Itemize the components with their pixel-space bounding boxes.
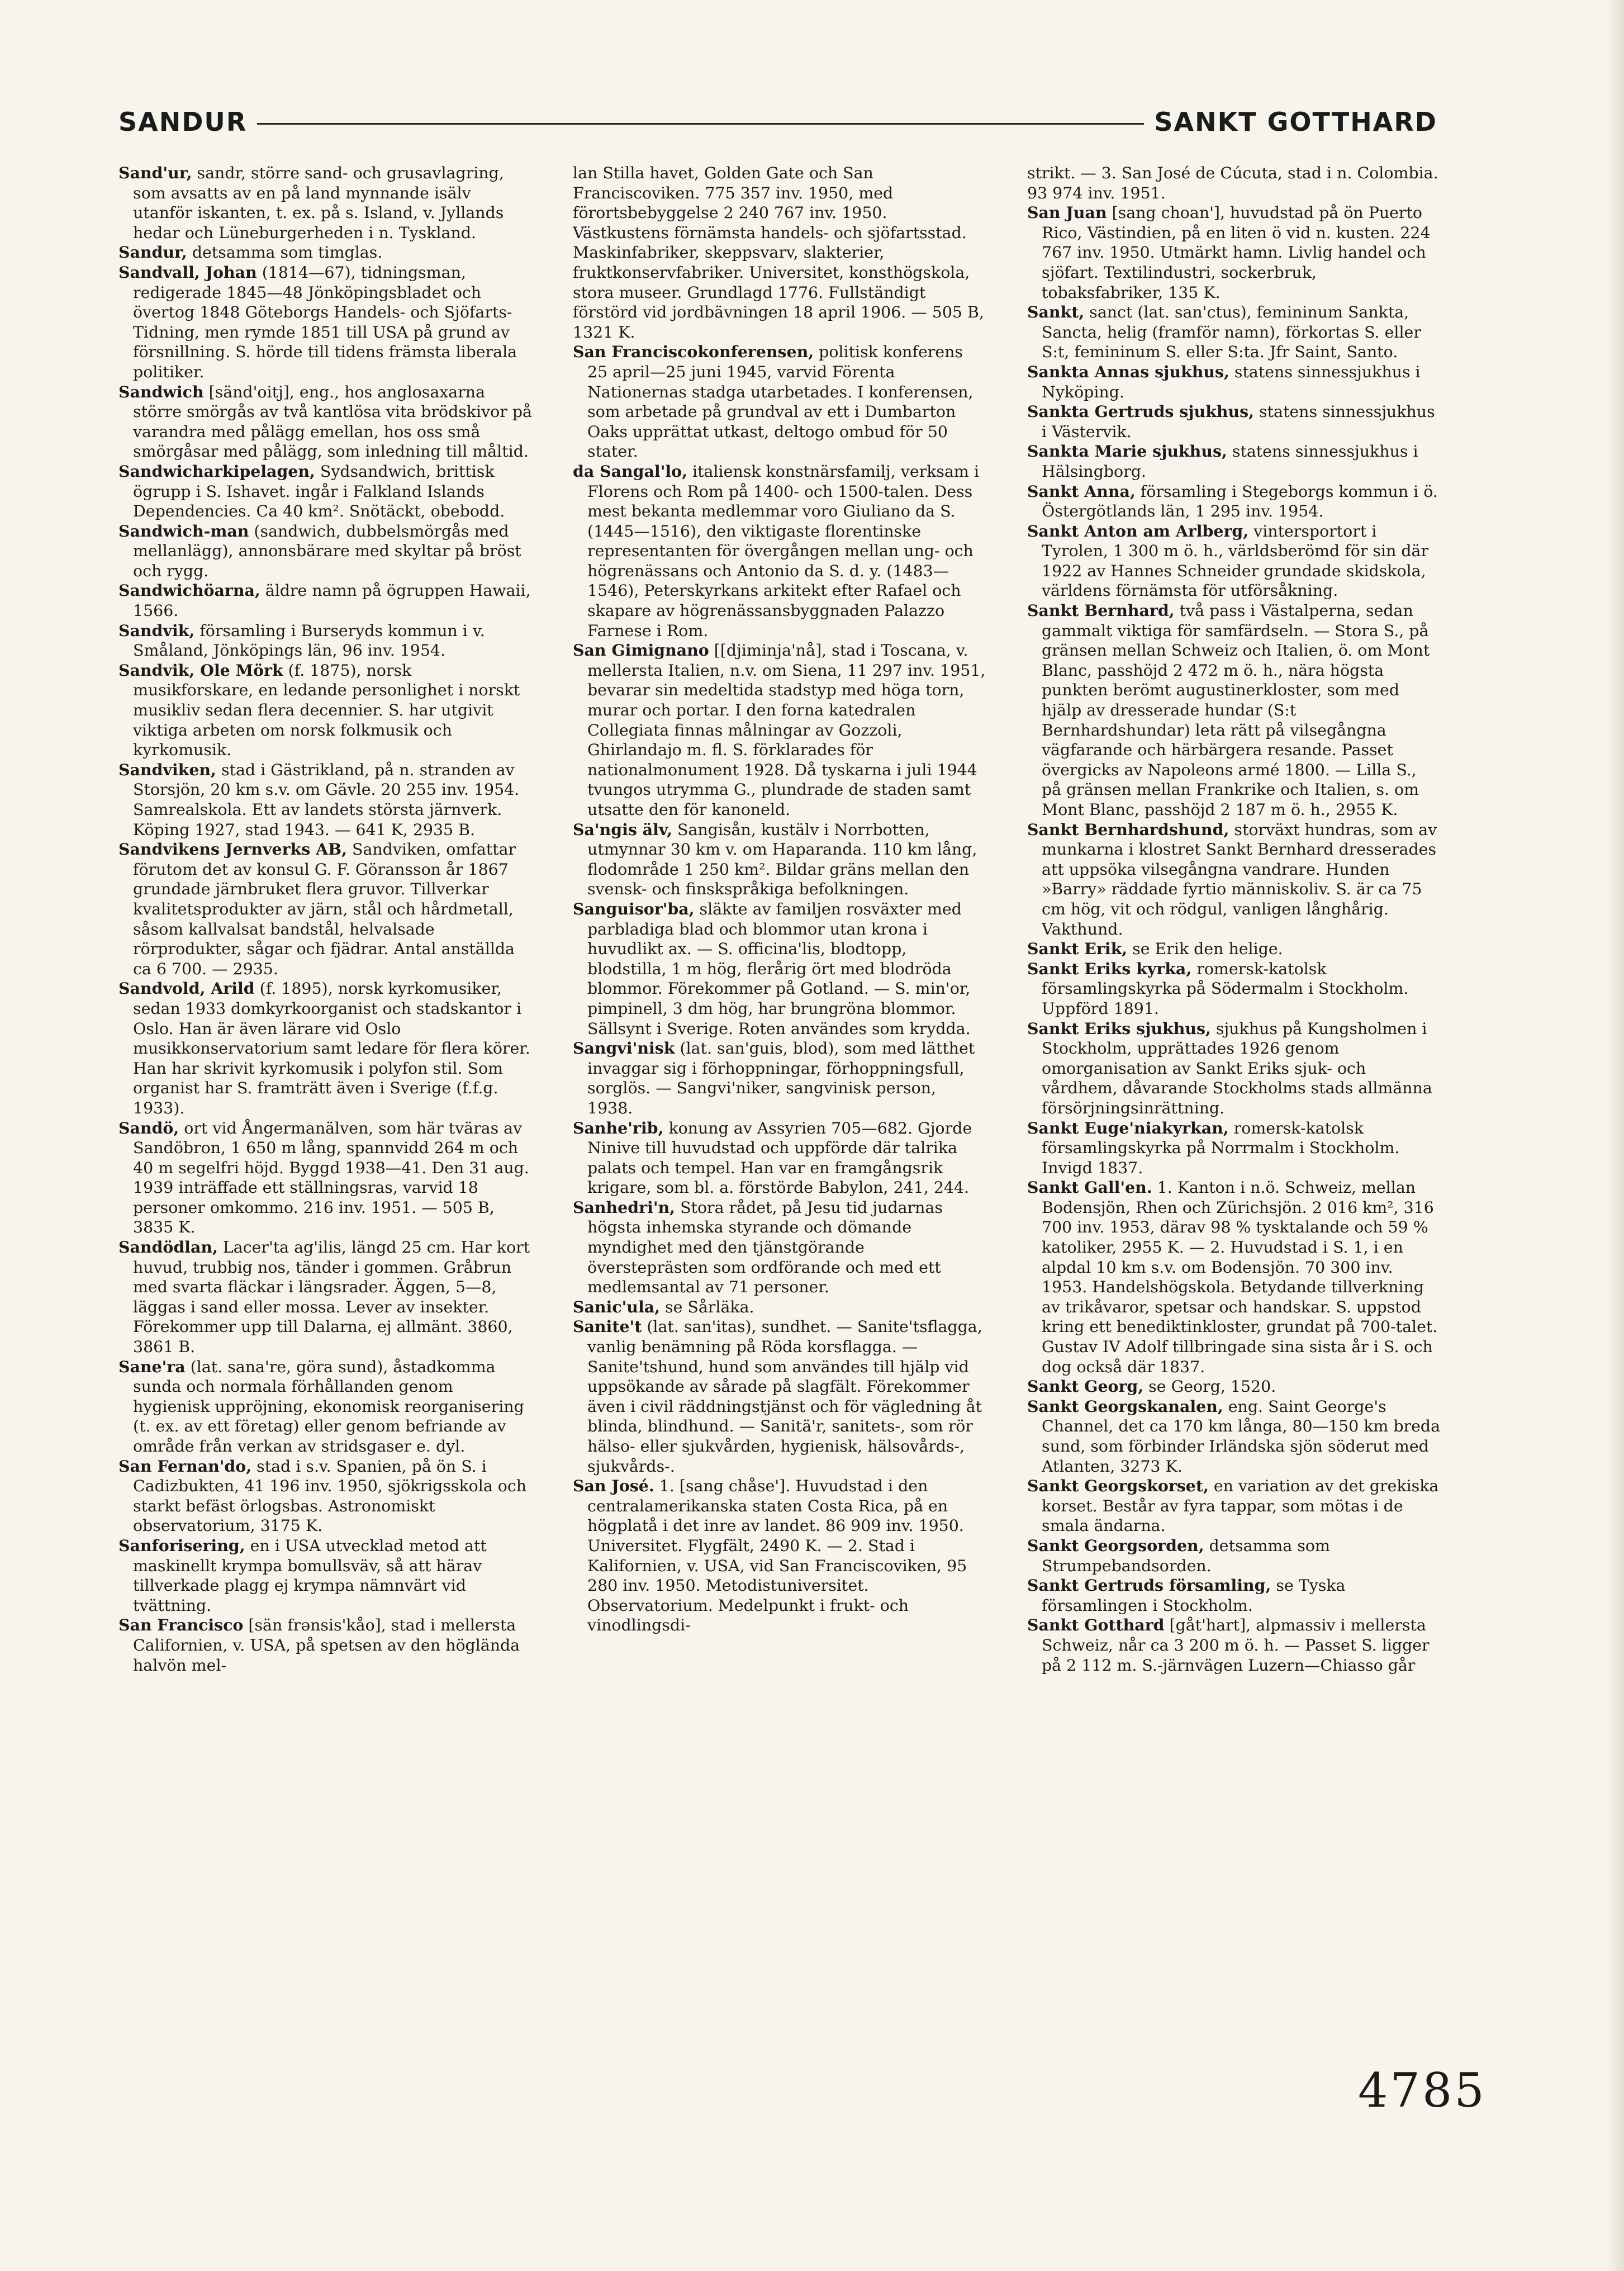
header-last-word: SANKT GOTTHARD [1144, 105, 1437, 139]
entry-headword: Sandö, [118, 1118, 179, 1137]
entry-headword: Sankt Georgsorden, [1027, 1535, 1204, 1555]
entry-text: stad i s.v. Spanien, på ön S. i Cadizbukten, 41 196 inv. 1950, sjökrigsskola och starkt befäst örlogsbas. Astronomiskt observatorium, 3175 K. [133, 1457, 527, 1535]
entry-headword: Sandvold, Arild [118, 979, 255, 998]
dictionary-entry [1027, 1377, 1441, 1397]
entry-headword: da Sangal'lo, [573, 461, 688, 481]
entry-text: Sydsandwich, brittisk ögrupp i S. Ishavet. ingår i Falkland Islands Dependencies. Ca 40 km². Snötäckt, obebodd. [133, 462, 505, 521]
dictionary-entry [118, 581, 532, 620]
entry-headword: Sankt Eriks kyrka, [1027, 959, 1192, 978]
dictionary-entry [1027, 939, 1441, 959]
entry-headword: Sankt Gotthard [1027, 1615, 1165, 1635]
dictionary-entry [118, 1457, 532, 1536]
dictionary-entry [1027, 203, 1441, 302]
entry-headword: Sankt Bernhard, [1027, 601, 1175, 620]
entry-text: italiensk konstnärsfamilj, verksam i Florens och Rom på 1400- och 1500-talen. Dess mest bekanta medlemmar voro Giuliano da S. (1445—1516), den viktigaste florentinske representanten för övergången mellan ung- och högrenässans och Antonio da S. d. y. (1483—1546), Peterskyrkans arkitekt efter Rafael och skapare av högrenässansbyggnaden Palazzo Farnese i Rom. [587, 462, 979, 640]
entry-text: Sandviken, omfattar förutom det av konsul G. F. Göransson år 1867 grundade järnbruket flera gruvor. Tillverkar kvalitetsprodukter av järn, stål och hårdmetall, såsom kallvalsat bandstål, helvalsade rörprodukter, sågar och fjädrar. Antal anställda ca 6 700. — 2935. [133, 840, 516, 978]
entry-headword: Sankt Erik, [1027, 939, 1128, 959]
dictionary-entry [1027, 1615, 1441, 1675]
dictionary-entry [118, 263, 532, 382]
header-first-word: SANDUR [118, 105, 257, 139]
entry-text: Sangisån, kustälv i Norrbotten, utmynnar 30 km v. om Haparanda. 110 km lång, flodområde 1 250 km². Bildar gräns mellan den svensk- och finskspråkiga befolkningen. [587, 820, 977, 899]
entry-headword: Sandvikens Jernverks AB, [118, 840, 347, 859]
entry-text: släkte av familjen rosväxter med parbladiga blad och blommor utan krona i huvudlikt ax. — S. officina'lis, blodtopp, blodstilla, 1 m hög, flerårig ört med blodröda blommor. Förekommer på Gotland. — S. min'or, pimpinell, 3 dm hög, har brungröna blommor. Sällsynt i Sverige. Roten användes som krydda. [587, 899, 971, 1038]
entry-text: romersk-katolsk församlingskyrka på Norrmalm i Stockholm. Invigd 1837. [1042, 1118, 1400, 1177]
dictionary-entry [573, 641, 986, 819]
dictionary-entry [573, 342, 986, 462]
entry-headword: Sandwichöarna, [118, 581, 260, 600]
column-3 [1027, 163, 1441, 1675]
dictionary-entry [118, 462, 532, 521]
page-edge-shadow [1607, 0, 1624, 2271]
entry-text: lan Stilla havet, Golden Gate och San Franciscoviken. 775 357 inv. 1950, med förortsbebyggelse 2 240 767 inv. 1950. Västkustens förnämsta handels- och sjöfartsstad. Maskinfabriker, skeppsvarv, slakterier, fruktkonservfabriker. Universitet, konsthögskola, stora museer. Grundlagd 1776. Fullständigt förstörd vid jordbävningen 18 april 1906. — 505 B, 1321 K. [573, 164, 984, 342]
dictionary-entry [118, 840, 532, 979]
entry-text: en i USA utvecklad metod att maskinellt krympa bomullsväv, så att härav tillverkade plagg ej krympa nämnvärt vid tvättning. [133, 1536, 487, 1615]
dictionary-entry [118, 1118, 532, 1238]
dictionary-entry [1027, 1536, 1441, 1576]
entry-text: se Sårläka. [660, 1297, 754, 1316]
entry-text: sanct (lat. san'ctus), femininum Sankta, Sancta, helig (framför namn), förkortas S. eller S:t, femininum S. eller S:ta. Jfr Saint, Santo. [1042, 303, 1421, 362]
entry-text: storväxt hundras, som av munkarna i klostret Sankt Bernhard dresserades att uppsöka vilsegångna vandrare. Hunden »Barry» räddade fyrtio människoliv. S. är ca 75 cm hög, vit och rödgul, vanligen långhårig. Vakthund. [1042, 820, 1437, 938]
entry-text: [[djiminja'nå], stad i Toscana, v. mellersta Italien, n.v. om Siena, 11 297 inv. 1951, bevarar sin medeltida stadstyp med höga torn, murar och portar. I den forna katedralen Collegiata finnas målningar av Gozzoli, Ghirlandajo m. fl. S. förklarades för nationalmonument 1928. Då tyskarna i juli 1944 tvungos utrymma G., plundrade de staden samt utsatte den för kanoneld. [587, 641, 986, 819]
entry-headword: Sanic'ula, [573, 1297, 661, 1316]
entry-headword: Sankta Marie sjukhus, [1027, 442, 1227, 461]
dictionary-entry [1027, 402, 1441, 442]
entry-headword: Sa'ngis älv, [573, 819, 672, 839]
entry-headword: Sane'ra [118, 1357, 186, 1376]
entry-headword: San José. [573, 1476, 654, 1496]
entry-text: statens sinnessjukhus i Hälsingborg. [1042, 442, 1418, 481]
entry-headword: Sankt, [1027, 302, 1085, 322]
entry-text: äldre namn på ögruppen Hawaii, 1566. [133, 581, 531, 620]
entry-text: sandr, större sand- och grusavlagring, som avsatts av en på land mynnande isälv utanför iskanten, t. ex. på s. Island, v. Jyllands hedar och Lüneburgerheden i n. Tyskland. [133, 164, 504, 242]
dictionary-entry [118, 1357, 532, 1457]
entry-headword: Sandwich [118, 382, 204, 401]
entry-headword: San Fernan'do, [118, 1456, 252, 1476]
entry-headword: Sandvik, Ole Mörk [118, 660, 283, 680]
dictionary-entry [118, 163, 532, 243]
dictionary-entry [1027, 302, 1441, 362]
entry-text: detsamma som timglas. [187, 243, 383, 262]
entry-headword: Sandödlan, [118, 1238, 218, 1257]
dictionary-entry [573, 462, 986, 641]
entry-text: se Erik den helige. [1127, 940, 1283, 959]
dictionary-entry [1027, 442, 1441, 481]
entry-text: (f. 1875), norsk musikforskare, en ledande personlighet i norskt musikliv sedan flera decennier. S. har utgivit viktiga arbeten om norsk folkmusik och kyrkomusik. [133, 661, 520, 760]
entry-headword: Sanite't [573, 1317, 642, 1336]
entry-headword: Sanguisor'ba, [573, 899, 695, 918]
page-number: 4785 [1358, 2063, 1487, 2118]
dictionary-entry [1027, 1118, 1441, 1178]
entry-headword: Sankt Anna, [1027, 481, 1136, 501]
dictionary-entry [118, 243, 532, 263]
entry-text: ort vid Ångermanälven, som här tväras av Sandöbron, 1 650 m lång, spannvidd 264 m och 40 m segelfri höjd. Byggd 1938—41. Den 31 aug. 1939 inträffade ett ställningsras, varvid 18 personer omkommo. 216 inv. 1951. — 505 B, 3835 K. [133, 1118, 529, 1237]
dictionary-entry [573, 1118, 986, 1198]
entry-text: Stora rådet, på Jesu tid judarnas högsta inhemska styrande och dömande myndighet med den tjänstgörande översteprästen som ordförande och med ett medlemsantal av 71 personer. [587, 1198, 943, 1297]
entry-headword: Sandvall, Johan [118, 262, 257, 282]
dictionary-entry [118, 521, 532, 581]
dictionary-entry [573, 1317, 986, 1476]
dictionary-entry [118, 760, 532, 840]
entry-headword: Sankt Georg, [1027, 1377, 1144, 1396]
dictionary-entry [1027, 362, 1441, 402]
entry-text: strikt. — 3. San José de Cúcuta, stad i n. Colombia. 93 974 inv. 1951. [1027, 164, 1438, 202]
entry-text: politisk konferens 25 april—25 juni 1945, varvid Förenta Nationernas stadga utarbetades. I konferensen, som arbetade på grundval av ett i Dumbarton Oaks upprättat utkast, deltogo ombud för 50 stater. [587, 343, 974, 461]
entry-text: romersk-katolsk församlingskyrka på Södermalm i Stockholm. Uppförd 1891. [1042, 959, 1409, 1018]
entry-text: en variation av det grekiska korset. Består av fyra tappar, som mötas i de smala ändarna. [1042, 1477, 1439, 1535]
entry-text: (lat. sana're, göra sund), åstadkomma sunda och normala förhållanden genom hygienisk uppröjning, ekonomisk reorganisering (t. ex. av ett företag) eller genom befriande av område från verkan av stridsgaser e. dyl. [133, 1357, 524, 1455]
entry-headword: San Juan [1027, 203, 1107, 222]
entry-text: [gåt'hart], alpmassiv i mellersta Schweiz, når ca 3 200 m ö. h. — Passet S. ligger på 2 112 m. S.-järnvägen Luzern—Chiasso går [1042, 1616, 1430, 1675]
dictionary-entry [118, 1238, 532, 1357]
entry-headword: Sankt Euge'niakyrkan, [1027, 1118, 1229, 1137]
entry-headword: Sankt Bernhardshund, [1027, 819, 1229, 839]
dictionary-entry [118, 1615, 532, 1675]
entry-text: (1814—67), tidningsman, redigerade 1845—48 Jönköpingsbladet och övertog 1848 Göteborgs Handels- och Sjöfarts-Tidning, men rymde 1851 till USA på grund av försnillning. S. hörde till tidens främsta liberala politiker. [133, 263, 517, 381]
entry-text: vintersportort i Tyrolen, 1 300 m ö. h., världsberömd för sin där 1922 av Hannes Schneider grundade skidskola, världens förnämsta för utförsåkning. [1042, 521, 1429, 600]
entry-text: Lacer'ta ag'ilis, längd 25 cm. Har kort huvud, trubbig nos, tänder i gommen. Gråbrun med svarta fläckar i längsrader. Äggen, 5—8, läggas i sand eller mossa. Lever av insekter. Förekommer upp till Dalarna, ej allmänt. 3860, 3861 B. [133, 1238, 530, 1357]
dictionary-entry [573, 1198, 986, 1297]
dictionary-entry [1027, 1019, 1441, 1118]
entry-headword: Sankta Annas sjukhus, [1027, 362, 1229, 381]
entry-text: statens sinnessjukhus i Västervik. [1042, 402, 1435, 441]
entry-text: (f. 1895), norsk kyrkomusiker, sedan 1933 domkyrkoorganist och stadskantor i Oslo. Han är även lärare vid Oslo musikkonservatorium samt ledare för flera körer. Han har skrivit kyrkomusik i polyfon stil. Som organist har S. framträtt även i Sverige (f.f.g. 1933). [133, 979, 530, 1117]
running-header [118, 105, 1437, 139]
dictionary-entry [1027, 601, 1441, 820]
dictionary-entry [1027, 1397, 1441, 1476]
entry-headword: Sankt Georgskorset, [1027, 1476, 1209, 1496]
dictionary-entry [573, 163, 986, 342]
dictionary-entry [1027, 482, 1441, 521]
dictionary-entry [1027, 163, 1441, 203]
entry-headword: Sanforisering, [118, 1535, 245, 1555]
dictionary-entry [573, 1297, 986, 1317]
entry-headword: Sandwich-man [118, 521, 249, 541]
dictionary-entry [573, 820, 986, 899]
dictionary-entry [118, 621, 532, 661]
entry-text: (lat. san'guis, blod), som med lätthet invaggar sig i förhoppningar, förhoppningsfull, sorglös. — Sangvi'niker, sangvinisk person, 1938. [587, 1039, 975, 1117]
entry-headword: Sandwicharkipelagen, [118, 461, 315, 481]
entry-headword: Sanhedri'n, [573, 1197, 676, 1217]
entry-text: [sang choan'], huvudstad på ön Puerto Rico, Västindien, på en liten ö vid n. kusten. 224 767 inv. 1950. Utmärkt hamn. Livlig handel och sjöfart. Textilindustri, sockerbruk, tobaksfabriker, 135 K. [1042, 203, 1431, 302]
entry-text: 1. [sang chåse']. Huvudstad i den centralamerikanska staten Costa Rica, på en högplatå i det inre av landet. 86 909 inv. 1950. Universitet. Flygfält, 2490 K. — 2. Stad i Kalifornien, v. USA, vid San Franciscoviken, 95 280 inv. 1950. Metodistuniversitet. Observatorium. Medelpunkt i frukt- och vinodlingsdi- [587, 1477, 967, 1635]
entry-headword: Sankta Gertruds sjukhus, [1027, 402, 1255, 421]
dictionary-entry [1027, 959, 1441, 1019]
dictionary-entry [573, 899, 986, 1039]
entry-text: stad i Gästrikland, på n. stranden av Storsjön, 20 km s.v. om Gävle. 20 255 inv. 1954. Samrealskola. Ett av landets största järnverk. Köping 1927, stad 1943. — 641 K, 2935 B. [133, 760, 520, 839]
entry-headword: Sankt Gall'en. [1027, 1178, 1152, 1197]
entry-headword: Sandvik, [118, 620, 195, 640]
entry-headword: Sand'ur, [118, 163, 192, 182]
entry-text: församling i Stegeborgs kommun i ö. Östergötlands län, 1 295 inv. 1954. [1042, 482, 1438, 521]
dictionary-entry [118, 382, 532, 462]
dictionary-entry [118, 979, 532, 1118]
entry-text: detsamma som Strumpebandsorden. [1042, 1536, 1330, 1575]
entry-text: se Tyska församlingen i Stockholm. [1042, 1576, 1346, 1615]
entry-headword: Sankt Gertruds församling, [1027, 1576, 1271, 1595]
entry-headword: San Franciscokonferensen, [573, 342, 814, 362]
entry-text: (sandwich, dubbelsmörgås med mellanlägg), annonsbärare med skyltar på bröst och rygg. [133, 521, 521, 580]
entry-headword: Sangvi'nisk [573, 1039, 675, 1058]
entry-text: eng. Saint George's Channel, det ca 170 km långa, 80—150 km breda sund, som förbinder Irländska sjön söderut med Atlanten, 3273 K. [1042, 1397, 1441, 1476]
dictionary-entry [1027, 1576, 1441, 1615]
entry-headword: Sankt Anton am Arlberg, [1027, 521, 1249, 541]
entry-text: (lat. san'itas), sundhet. — Sanite'tsflagga, vanlig benämning på Röda korsflagga. — Sanite'tshund, hund som användes till hjälp vid uppsökande av sårade på slagfält. Förekommer även i civil räddningstjänst och för vägledning åt blinda, blindhund. — Sanitä'r, sanitets-, som rör hälso- eller sjukvården, hygienisk, hälsovårds-, sjukvårds-. [587, 1317, 982, 1476]
entry-headword: Sandviken, [118, 760, 216, 779]
entry-headword: Sanhe'rib, [573, 1118, 664, 1137]
column-2 [573, 163, 986, 1635]
entry-text: se Georg, 1520. [1143, 1377, 1276, 1396]
entry-headword: Sandur, [118, 243, 187, 262]
dictionary-entry [1027, 521, 1441, 601]
dictionary-entry [573, 1039, 986, 1118]
entry-headword: Sankt Georgskanalen, [1027, 1396, 1223, 1416]
entry-headword: San Francisco [118, 1615, 244, 1635]
entry-text: [sän frənsis'kåo], stad i mellersta Californien, v. USA, på spetsen av den höglända halvön mel- [133, 1616, 520, 1675]
entry-headword: San Gimignano [573, 641, 709, 660]
entry-headword: Sankt Eriks sjukhus, [1027, 1018, 1211, 1038]
column-1 [118, 163, 532, 1675]
entry-text: två pass i Västalperna, sedan gammalt viktiga för samfärdseln. — Stora S., på gränsen mellan Schweiz och Italien, ö. om Mont Blanc, passhöjd 2 472 m ö. h., nära högsta punkten berömt augustinerkloster, som med hjälp av dresserade hundar (S:t Bernhardshundar) leta rätt på vilsegångna vägfarande och härbärgera resande. Passet övergicks av Napoleons armé 1800. — Lilla S., på gränsen mellan Frankrike och Italien, s. om Mont Blanc, passhöjd 2 187 m ö. h., 2955 K. [1042, 601, 1430, 819]
dictionary-entry [573, 1476, 986, 1635]
entry-text: statens sinnessjukhus i Nyköping. [1042, 362, 1421, 401]
dictionary-entry [1027, 820, 1441, 940]
dictionary-entry [1027, 1476, 1441, 1536]
entry-text: [sänd'oitj], eng., hos anglosaxarna större smörgås av två kantlösa vita brödskivor på varandra med pålägg emellan, hos oss små smörgåsar med pålägg, som inledning till måltid. [133, 382, 532, 461]
entry-text: konung av Assyrien 705—682. Gjorde Ninive till huvudstad och uppförde där talrika palats och tempel. Han var en framgångsrik krigare, som bl. a. förstörde Babylon, 241, 244. [587, 1118, 972, 1197]
dictionary-entry [1027, 1178, 1441, 1377]
dictionary-entry [118, 1536, 532, 1615]
entry-text: 1. Kanton i n.ö. Schweiz, mellan Bodensjön, Rhen och Zürichsjön. 2 016 km², 316 700 inv. 1953, därav 98 % tysktalande och 59 % katoliker, 2955 K. — 2. Huvudstad i S. 1, i en alpdal 10 km s.v. om Bodensjön. 70 300 inv. 1953. Handelshögskola. Betydande tillverkning av trikåvaror, spetsar och handskar. S. uppstod kring ett benediktinkloster, grundat på 700-talet. Gustav IV Adolf tillbringade sina sista år i S. och dog också där 1837. [1042, 1178, 1438, 1376]
entry-text: sjukhus på Kungsholmen i Stockholm, upprättades 1926 genom omorganisation av Sankt Eriks sjuk- och vårdhem, dåvarande Stockholms stads allmänna försörjningsinrättning. [1042, 1019, 1432, 1117]
dictionary-entry [118, 661, 532, 760]
entry-text: församling i Burseryds kommun i v. Småland, Jönköpings län, 96 inv. 1954. [133, 621, 485, 660]
